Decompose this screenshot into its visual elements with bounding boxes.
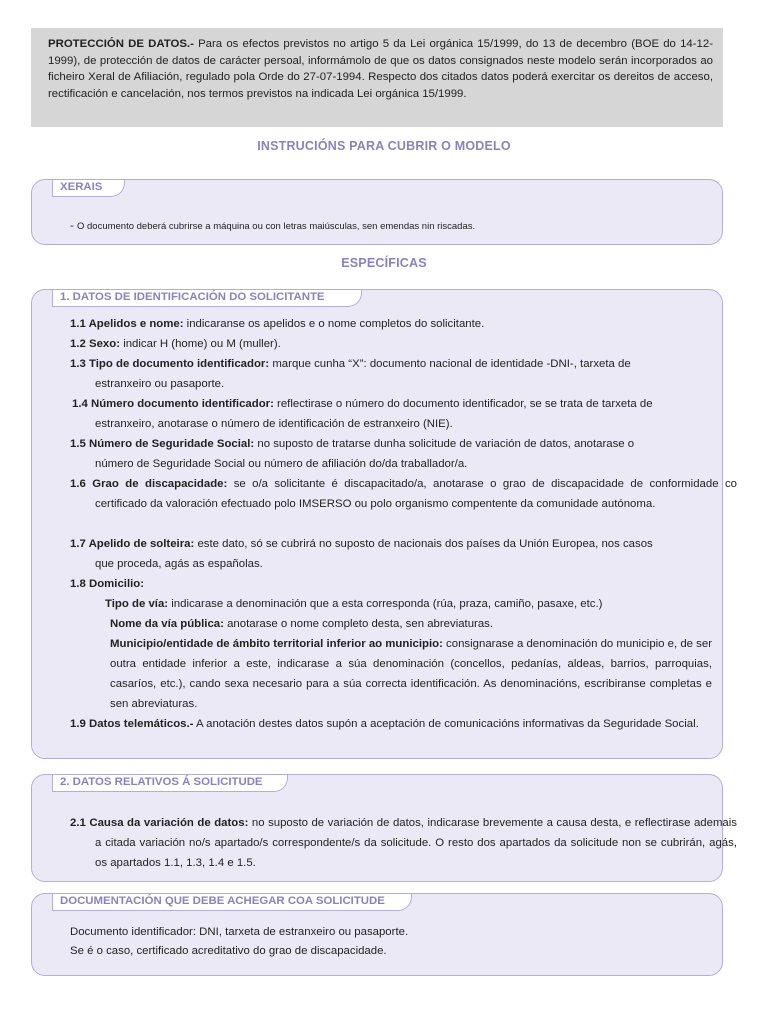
item-1-8 (70, 574, 144, 594)
item-1-5-cont: número de Seguridade Social ou número de afiliación do/da traballador/a. (95, 458, 468, 470)
section-request-tab: 2. DATOS RELATIVOS Á SOLICITUDE (52, 775, 288, 792)
item-1-7 (70, 534, 653, 554)
section-identification-tab: 1. DATOS DE IDENTIFICACIÓN DO SOLICITANTE (52, 290, 362, 307)
item-1-1-text: indicaranse os apelidos e o nome completos do solicitante. (183, 318, 485, 330)
specific-title: ESPECÍFICAS (341, 256, 427, 270)
general-panel (31, 179, 723, 245)
item-1-4 (72, 394, 653, 414)
general-note-dash: - (70, 220, 77, 232)
via-type-text: indicarase a denominación que a esta corresponda (rúa, praza, camiño, pasaxe, etc.) (168, 598, 603, 610)
item-1-3-label: 1.3 Tipo de documento identificador: (70, 358, 270, 370)
section-documentation-tab: DOCUMENTACIÓN QUE DEBE ACHEGAR COA SOLICITUDE (52, 894, 412, 911)
item-1-4-text: reflectirase o número do documento identificador, se se trata de tarxeta de (273, 398, 653, 410)
item-2-1-text: no suposto de variación de datos, indicarase brevemente a causa desta, e reflectirase ademais a citada variación no/s apartado/s correspondente/s da solicitude. O resto dos apartados da solicitude non se cubrirán, agás, os apartados 1.1, 1.3, 1.4 e 1.5. (95, 817, 737, 869)
item-1-2 (70, 334, 281, 354)
instructions-title: INSTRUCIÓNS PARA CUBRIR O MODELO (257, 139, 511, 153)
section-request (31, 774, 737, 882)
item-2-1-label: 2.1 Causa da variación de datos: (70, 817, 249, 829)
via-type-label: Tipo de vía: (105, 598, 169, 610)
item-via-type (105, 594, 602, 614)
section-documentation (31, 893, 723, 976)
item-1-8-label: 1.8 Domicilio: (70, 578, 145, 590)
item-1-3-cont: estranxeiro ou pasaporte. (95, 378, 225, 390)
item-municipality (110, 634, 712, 714)
item-1-4-cont: estranxeiro, anotarase o número de identificación de estranxeiro (NIE). (95, 418, 453, 430)
item-1-7-label: 1.7 Apelido de solteira: (70, 538, 195, 550)
item-1-9 (70, 714, 737, 734)
item-1-6 (70, 474, 737, 514)
item-via-name (110, 614, 493, 634)
general-tab: XERAIS (52, 180, 125, 197)
item-1-7-cont: que proceda, agás as españolas. (95, 558, 263, 570)
via-name-text: anotarase o nome completo desta, sen abreviaturas. (223, 618, 494, 630)
item-1-9-text: A anotación destes datos supón a aceptación de comunicacións informativas da Seguridade Social. (193, 718, 699, 730)
item-1-3-text: marque cunha “X”: documento nacional de identidade -DNI-, tarxeta de (269, 358, 631, 370)
documentation-line-1: Documento identificador: DNI, tarxeta de estranxeiro ou pasaporte. (70, 926, 409, 938)
municipality-label: Municipio/entidade de ámbito territorial inferior ao municipio: (110, 638, 443, 650)
data-protection-title: PROTECCIÓN DE DATOS.- (48, 38, 194, 50)
item-1-5-text: no suposto de tratarse dunha solicitude de variación de datos, anotarase o (254, 438, 635, 450)
item-1-1 (70, 314, 484, 334)
item-1-5 (70, 434, 634, 454)
general-note-text: O documento deberá cubrirse a máquina ou con letras maiúsculas, sen emendas nin riscadas. (76, 221, 476, 232)
data-protection-text: Para os efectos previstos no artigo 5 da Lei orgánica 15/1999, do 13 de decembro (BOE do 14-12-1999), de protección de datos de carácter persoal, informámolo de que os datos consignados neste modelo serán incorporados ao ficheiro Xeral de Afiliación, regulado pola Orde do 27-07-1994. Respecto dos citados datos poderá exercitar os dereitos de acceso, rectificación e cancelación, nos termos previstos na indicada Lei orgánica 15/1999. (48, 38, 713, 100)
item-1-5-label: 1.5 Número de Seguridade Social: (70, 438, 255, 450)
item-1-2-label: 1.2 Sexo: (70, 338, 121, 350)
general-note (70, 216, 475, 237)
data-protection-notice (31, 28, 723, 127)
item-1-3 (70, 354, 631, 374)
documentation-line-2: Se é o caso, certificado acreditativo do grao de discapacidade. (70, 945, 387, 957)
item-2-1 (70, 813, 737, 873)
item-1-4-label: 1.4 Número documento identificador: (72, 398, 274, 410)
section-identification (31, 289, 737, 759)
item-1-2-text: indicar H (home) ou M (muller). (120, 338, 281, 350)
item-1-6-label: 1.6 Grao de discapacidade: (70, 478, 228, 490)
item-1-7-text: este dato, só se cubrirá no suposto de nacionais dos países da Unión Europea, nos casos (194, 538, 653, 550)
via-name-label: Nome da vía pública: (110, 618, 224, 630)
item-1-6-text: se o/a solicitante é discapacitado/a, anotarase o grao de discapacidade de conformidade co certificado da valoración efectuado polo IMSERSO ou polo organismo compentente da comunidade autónoma. (95, 478, 737, 510)
municipality-text: consignarase a denominación do municipio e, de ser outra entidade inferior a este, indicarase a súa denominación (concellos, pedanías, aldeas, barrios, parroquias, casaríos, etc.), cando sexa necesario para a súa correcta identificación. As denominacións, escribiranse completas e sen abreviaturas. (110, 638, 712, 710)
item-1-9-label: 1.9 Datos telemáticos.- (70, 718, 194, 730)
item-1-1-label: 1.1 Apelidos e nome: (70, 318, 184, 330)
